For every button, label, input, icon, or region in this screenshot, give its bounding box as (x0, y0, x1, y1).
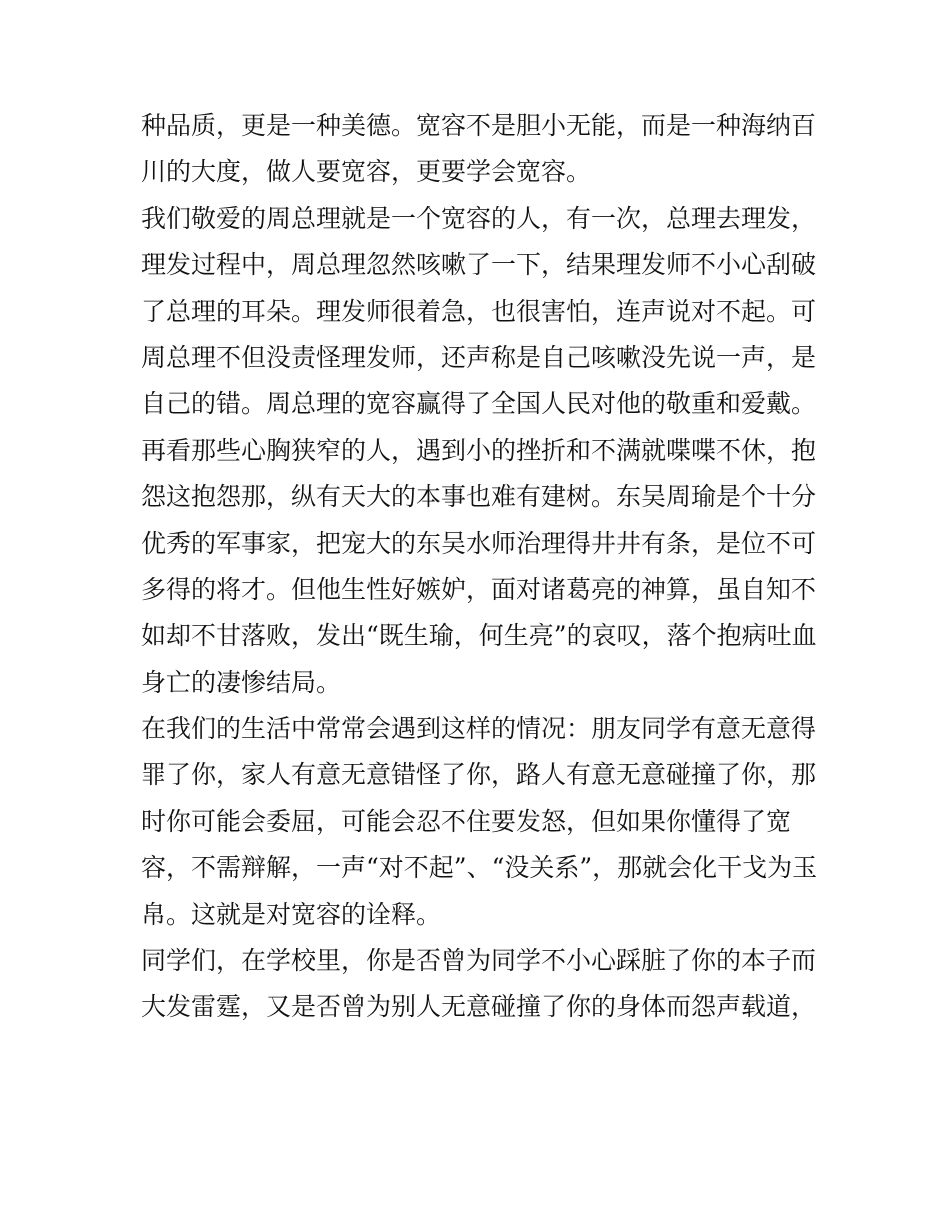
text-line: 在我们的生活中常常会遇到这样的情况：朋友同学有意无意得 (141, 714, 817, 744)
text-line: 同学们，在学校里，你是否曾为同学不小心踩脏了你的本子而 (141, 946, 817, 976)
text-line: 帛。这就是对宽容的诠释。 (141, 899, 442, 929)
text-line: 我们敬爱的周总理就是一个宽容的人，有一次，总理去理发， (141, 203, 817, 233)
text-line: 多得的将才。但他生性好嫉妒，面对诸葛亮的神算，虽自知不 (141, 574, 817, 604)
text-line: 如却不甘落败，发出“既生瑜，何生亮”的哀叹，落个抱病吐血 (141, 621, 817, 651)
text-line: 理发过程中，周总理忽然咳嗽了一下，结果理发师不小心刮破 (141, 250, 817, 280)
text-line: 怨这抱怨那，纵有天大的本事也难有建树。东吴周瑜是个十分 (141, 482, 817, 512)
text-line: 大发雷霆，又是否曾为别人无意碰撞了你的身体而怨声载道， (141, 992, 817, 1022)
body-text (141, 103, 821, 1031)
text-line: 再看那些心胸狭窄的人，遇到小的挫折和不满就喋喋不休，抱 (141, 435, 817, 465)
text-line: 自己的错。周总理的宽容赢得了全国人民对他的敬重和爱戴。 (141, 389, 817, 419)
text-line: 川的大度，做人要宽容，更要学会宽容。 (141, 157, 592, 187)
text-line: 周总理不但没责怪理发师，还声称是自己咳嗽没先说一声，是 (141, 342, 817, 372)
text-line: 罪了你，家人有意无意错怪了你，路人有意无意碰撞了你，那 (141, 760, 817, 790)
text-line: 了总理的耳朵。理发师很着急，也很害怕，连声说对不起。可 (141, 296, 817, 326)
text-line: 身亡的凄惨结局。 (141, 667, 342, 697)
text-line: 种品质，更是一种美德。宽容不是胆小无能，而是一种海纳百 (141, 111, 817, 140)
text-line: 容，不需辩解，一声“对不起”、“没关系”，那就会化干戈为玉 (141, 853, 818, 883)
text-line: 优秀的军事家，把宠大的东吴水师治理得井井有条，是位不可 (141, 528, 817, 558)
text-line: 时你可能会委屈，可能会忍不住要发怒，但如果你懂得了宽 (141, 806, 792, 836)
